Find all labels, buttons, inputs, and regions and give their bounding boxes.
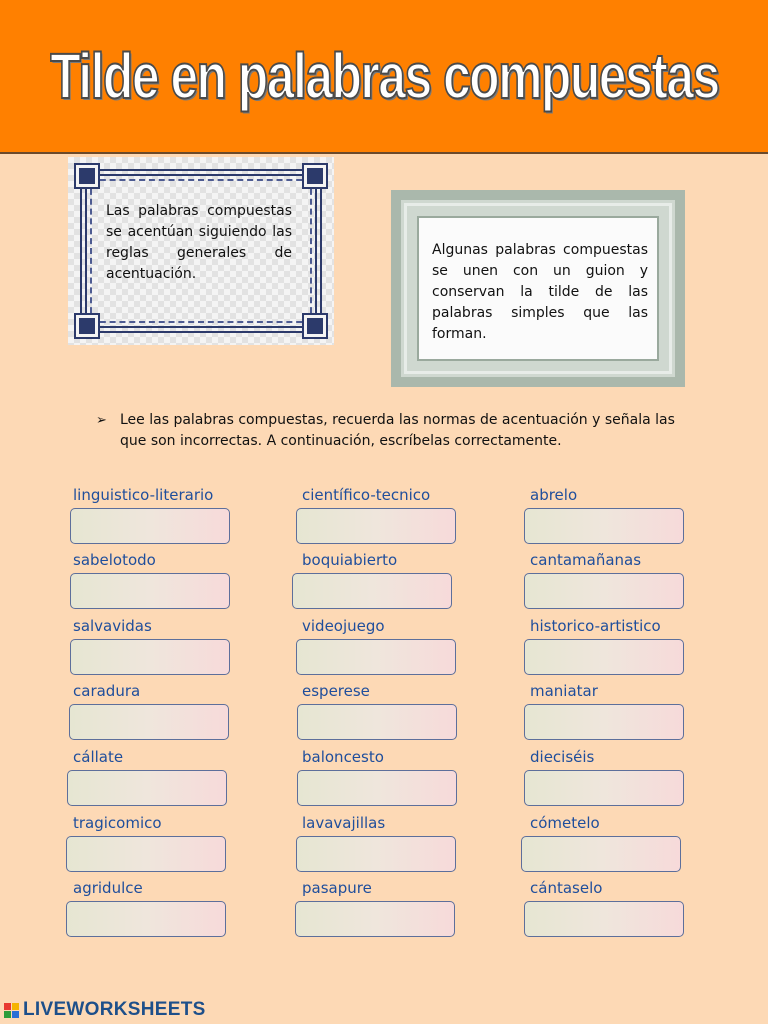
answer-field[interactable]: [524, 770, 684, 806]
word-label: agridulce: [73, 879, 143, 897]
corner-ornament: [304, 315, 326, 337]
instruction-text: Lee las palabras compuestas, recuerda las normas de acentuación y señala las que son incorrectas. A continuación, escríbelas correctamente.: [120, 412, 675, 449]
answer-field[interactable]: [70, 573, 230, 609]
word-label: esperese: [302, 682, 370, 700]
corner-ornament: [76, 315, 98, 337]
word-label: sabelotodo: [73, 551, 156, 569]
answer-field[interactable]: [69, 704, 229, 740]
answer-field[interactable]: [297, 770, 457, 806]
answer-field[interactable]: [524, 639, 684, 675]
answer-field[interactable]: [67, 770, 227, 806]
answer-field[interactable]: [66, 836, 226, 872]
answer-field[interactable]: [66, 901, 226, 937]
footer-logo: [4, 996, 206, 1024]
answer-field[interactable]: [70, 639, 230, 675]
word-label: boquiabierto: [302, 551, 398, 569]
word-label: abrelo: [530, 486, 578, 504]
page-title: Tilde en palabras compuestas: [49, 40, 719, 112]
rule-card-general: [68, 157, 334, 345]
answer-field[interactable]: [524, 573, 684, 609]
liveworksheets-logo-icon: [4, 1003, 19, 1018]
answer-field[interactable]: [524, 508, 684, 544]
title-banner: [0, 0, 768, 154]
word-label: tragicomico: [73, 814, 162, 832]
word-label: linguistico-literario: [73, 486, 214, 504]
corner-ornament: [76, 165, 98, 187]
answer-field[interactable]: [70, 508, 230, 544]
word-label: salvavidas: [73, 617, 152, 635]
answer-field[interactable]: [292, 573, 452, 609]
word-label: dieciséis: [530, 748, 595, 766]
word-label: cállate: [73, 748, 124, 766]
word-label: maniatar: [530, 682, 598, 700]
answer-field[interactable]: [296, 639, 456, 675]
word-label: videojuego: [302, 617, 385, 635]
rule-text-hyphen: Algunas palabras compuestas se unen con un guion y conservan la tilde de las palabras simples que las forman.: [432, 242, 648, 342]
word-label: lavavajillas: [302, 814, 386, 832]
arrow-bullet-icon: ➢: [96, 413, 107, 428]
word-label: baloncesto: [302, 748, 384, 766]
corner-ornament: [304, 165, 326, 187]
answer-field[interactable]: [296, 836, 456, 872]
word-label: caradura: [73, 682, 141, 700]
word-label: pasapure: [302, 879, 372, 897]
word-label: cantamañanas: [530, 551, 642, 569]
answer-field[interactable]: [295, 901, 455, 937]
answer-field[interactable]: [524, 901, 684, 937]
answer-field[interactable]: [524, 704, 684, 740]
word-label: científico-tecnico: [302, 486, 431, 504]
brand-name: LIVEWORKSHEETS: [23, 999, 206, 1020]
answer-field[interactable]: [521, 836, 681, 872]
word-label: cómetelo: [530, 814, 600, 832]
word-label: historico-artistico: [530, 617, 661, 635]
answer-field[interactable]: [296, 508, 456, 544]
rule-card-hyphen: [391, 190, 685, 387]
rule-text-general: Las palabras compuestas se acentúan siguiendo las reglas generales de acentuación.: [106, 203, 292, 282]
card-inner-panel: [417, 216, 659, 361]
word-label: cántaselo: [530, 879, 603, 897]
answer-field[interactable]: [297, 704, 457, 740]
instruction: [96, 410, 696, 452]
